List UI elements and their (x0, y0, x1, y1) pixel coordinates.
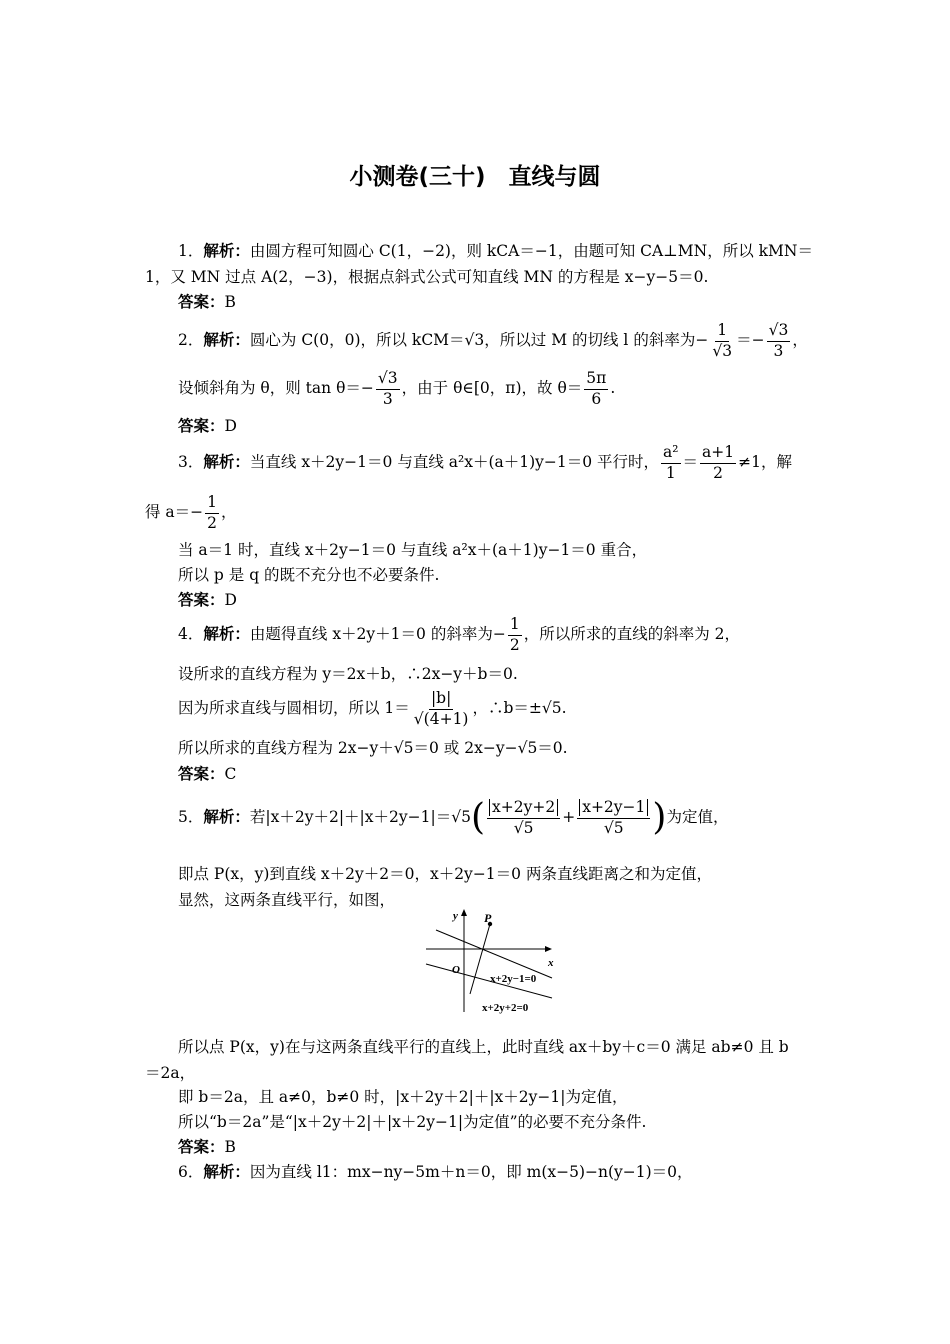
q1-text-1: 由圆方程可知圆心 C(1，−2)，则 kCA＝−1，由题可知 CA⊥MN，所以 kMN＝ (249, 242, 813, 260)
q2-line-2: 设倾斜角为 θ，则 tan θ＝− $\frac{√3}{3}$ ，由于 θ∈[0，π)，故 θ＝ $\frac{5\pi}{6}$ . (178, 369, 616, 408)
perpendicular-line (470, 924, 490, 994)
y-label: y (453, 910, 458, 922)
fraction: $\frac{1}{2}$ (207, 493, 218, 532)
analysis-label: 解析： (203, 242, 250, 260)
fraction: $\frac{1}{√3}$ (712, 321, 733, 360)
fraction: $\frac{5\pi}{6}$ (586, 369, 607, 408)
q4-line-3: 因为所求直线与圆相切，所以 1＝ $\frac{|b|}{√(4+1)}$ ，∴b＝±√5. (178, 689, 567, 728)
q4-line-2: 设所求的直线方程为 y＝2x＋b，∴2x−y＋b＝0. (178, 665, 518, 683)
fraction: $\frac{x+2y+2}{√5}$ (487, 798, 560, 838)
q1-answer: 答案：B (178, 293, 236, 311)
q5-line-7: 所以“b＝2a”是“|x＋2y＋2|＋|x＋2y−1|为定值”的必要不充分条件. (178, 1113, 647, 1131)
q3-line-2: 得 a＝− $\frac{1}{2}$ ， (145, 493, 237, 532)
q2-answer: 答案：D (178, 417, 237, 435)
q2-line-1: 2． 解析： 圆心为 C(0，0)，所以 kCM＝√3，所以过 M 的切线 l 的斜率为− $\frac{1}{√3}$ ＝− $\frac{√3}{3}$ ， (178, 321, 808, 360)
x-axis-arrow (545, 946, 552, 952)
q5-line-3: 显然，这两条直线平行，如图， (178, 891, 396, 909)
point-p-label: P (484, 911, 492, 925)
q3-answer: 答案：D (178, 591, 237, 609)
fraction: $\frac{√3}{3}$ (377, 369, 398, 408)
q5-answer: 答案：B (178, 1138, 236, 1156)
q3-line-1: 3． 解析： 当直线 x＋2y−1＝0 与直线 a²x＋(a＋1)y−1＝0 平行时， $\frac{\text{a²}}{1}$ ＝ $\frac{a+1}{2}$ ≠1，解 (178, 443, 792, 482)
q5-line-1: 5． 解析： 若|x＋2y＋2|＋|x＋2y−1|＝√5 ( $\frac{x+2y+2}{√5}$ + $\frac{x+2y-1}{√5}$ ) 为定值， (178, 797, 729, 838)
q6-line-1: 6．解析：因为直线 l1：mx−ny−5m＋n＝0，即 m(x−5)−n(y−1)＝0， (178, 1163, 693, 1181)
q5-line-4: 所以点 P(x，y)在与这两条直线平行的直线上，此时直线 ax＋by＋c＝0 满足 ab≠0 且 b (178, 1038, 789, 1056)
q4-line-1: 4． 解析： 由题得直线 x＋2y＋1＝0 的斜率为− $\frac{1}{2}$ ，所以所求的直线的斜率为 2， (178, 615, 740, 654)
fraction: $\frac{|b|}{√(4+1)}$ (413, 689, 469, 728)
y-axis-arrow (461, 909, 467, 916)
parallel-lines-figure (420, 908, 560, 1018)
q5-line-2: 即点 P(x，y)到直线 x＋2y＋2＝0，x＋2y−1＝0 两条直线距离之和为定值， (178, 865, 712, 883)
q5-line-6: 即 b＝2a，且 a≠0，b≠0 时，|x＋2y＋2|＋|x＋2y−1|为定值， (178, 1088, 628, 1106)
fraction: $\frac{a+1}{2}$ (702, 443, 735, 482)
fraction: $\frac{1}{2}$ (509, 615, 520, 654)
line1-label: x+2y−1=0 (490, 973, 537, 985)
q1-line-2: 1，又 MN 过点 A(2，−3)，根据点斜式公式可知直线 MN 的方程是 x−y−5＝0. (145, 268, 709, 286)
page-title: 小测卷(三十) 直线与圆 (349, 164, 601, 190)
line2-label: x+2y+2=0 (482, 1002, 529, 1014)
q5-line-5: ＝2a， (145, 1064, 196, 1082)
fraction: $\frac{\text{a²}}{1}$ (663, 443, 679, 482)
q3-line-3: 当 a＝1 时，直线 x＋2y−1＝0 与直线 a²x＋(a＋1)y−1＝0 重合， (178, 541, 648, 559)
x-label: x (548, 957, 554, 969)
q4-line-4: 所以所求的直线方程为 2x−y＋√5＝0 或 2x−y−√5＝0. (178, 739, 568, 757)
q4-answer: 答案：C (178, 765, 237, 783)
q3-line-4: 所以 p 是 q 的既不充分也不必要条件. (178, 566, 440, 584)
q1-line-1: 1．解析：由圆方程可知圆心 C(1，−2)，则 kCA＝−1，由题可知 CA⊥MN，所以 kMN＝ (178, 242, 813, 260)
origin-label: O (452, 964, 460, 976)
fraction: $\frac{√3}{3}$ (768, 321, 789, 360)
fraction: $\frac{x+2y-1}{√5}$ (577, 798, 650, 838)
